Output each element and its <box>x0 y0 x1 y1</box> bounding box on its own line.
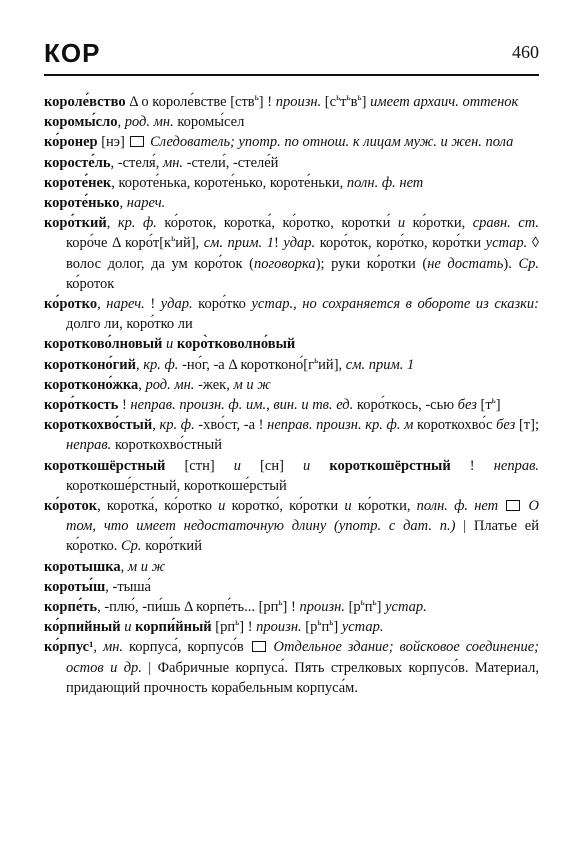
italic-note: неправ. <box>493 457 539 474</box>
definition-box-icon <box>252 641 266 652</box>
entry-text: Δ о короле́встве [ств <box>125 94 255 110</box>
entry-text: в <box>350 94 358 110</box>
superscript: ь <box>346 92 351 103</box>
headword: ко́ронер <box>44 134 98 151</box>
headword: ко́роток <box>44 498 98 515</box>
italic-note: Ср. <box>121 538 142 555</box>
headword: короты́ш <box>44 578 106 595</box>
italic-note: и <box>120 619 136 636</box>
italic-note: м <box>233 376 243 393</box>
dictionary-entry <box>44 617 539 637</box>
entry-text: ); руки ко́ротки ( <box>315 255 428 272</box>
headword: коротышка <box>44 558 121 575</box>
entry-text: , -плю́, -пи́шь Δ корпе́ть... [рп <box>97 599 279 616</box>
dictionary-entry <box>44 456 539 496</box>
entry-text: , <box>135 356 144 373</box>
superscript: ь <box>357 92 362 103</box>
entry-list <box>44 92 539 698</box>
italic-note: произн. <box>256 619 302 636</box>
italic-note: и <box>344 498 352 515</box>
entry-text: [рп <box>211 619 236 636</box>
italic-note: см. прим. 1 <box>345 356 415 373</box>
italic-note: мн. <box>162 154 184 171</box>
superscript: ь <box>329 617 334 628</box>
superscript: ь <box>372 597 377 608</box>
italic-note: род. мн. <box>145 376 195 393</box>
entry-text: , <box>106 215 118 232</box>
entry-text: короткохво́стный <box>111 437 222 454</box>
entry-text: ко́ротки, <box>351 498 417 515</box>
italic-note: без <box>457 397 477 414</box>
entry-text: п <box>364 599 373 616</box>
entry-text: [р <box>301 619 318 636</box>
entry-text: коро́ткось, -сью <box>353 397 458 414</box>
entry-text: -жек, <box>194 376 234 393</box>
superscript: ь <box>360 597 365 608</box>
italic-note: произн. <box>299 599 345 616</box>
entry-text: , <box>117 114 125 131</box>
italic-note: устар. <box>385 599 427 616</box>
entry-text: -но́г, -а Δ коротконо́[г <box>178 356 315 373</box>
dictionary-entry <box>44 395 539 415</box>
headword: коро̀тковолно́вый <box>176 336 296 353</box>
entry-text: коро́че Δ коро́т[к <box>66 235 172 252</box>
entry-text: ] <box>333 619 342 636</box>
italic-note: Ср. <box>518 255 539 272</box>
entry-text: коромы́сел <box>173 114 245 131</box>
entry-text: ] ! <box>258 94 276 110</box>
headword: коросте́ль <box>44 154 111 171</box>
italic-note: поговорка <box>254 255 316 272</box>
entry-text: п <box>321 619 330 636</box>
italic-note: мн. <box>102 639 124 656</box>
entry-text: ] ! <box>282 599 300 616</box>
headword: короте́нько <box>44 195 120 212</box>
entry-text: ] <box>376 599 386 616</box>
entry-text: коро́тко <box>192 296 252 313</box>
dictionary-entry <box>44 375 539 395</box>
headword: короткошёрстный <box>329 457 451 474</box>
italic-note: полн. ф. нет <box>346 174 424 191</box>
italic-note: имеет архаич. оттенок <box>370 94 519 110</box>
page-number: 460 <box>512 42 539 62</box>
dictionary-entry <box>44 496 539 557</box>
entry-text: ! <box>273 235 284 252</box>
dictionary-entry <box>44 132 539 152</box>
entry-text: коро́ток, коро́тко, коро́тки <box>315 235 486 252</box>
italic-note: Отдельное здание; войсковое соединение; остов и др. <box>66 639 540 676</box>
definition-box-icon <box>506 500 520 511</box>
headword: короте́нек <box>44 174 112 191</box>
entry-text: ] <box>361 94 371 110</box>
italic-note: О том, что имеет недостаточную длину (употр. с дат. п.) <box>66 498 540 535</box>
italic-note: кр. ф. <box>159 417 195 434</box>
italic-note: кр. ф. <box>117 215 157 232</box>
dictionary-entry <box>44 173 539 193</box>
italic-note: ж <box>151 558 166 575</box>
entry-text: ◊ волос долог, да ум коро́ток ( <box>66 235 539 272</box>
entry-text: , -тыша́ <box>105 578 151 595</box>
italic-note: неправ. произн. кр. ф. м <box>267 417 414 434</box>
headword: ко́рпийный <box>44 619 121 636</box>
headword: ко́ротко <box>44 296 98 313</box>
headword: коро́ткость <box>44 397 119 414</box>
headword: коротково́лновый <box>44 336 163 353</box>
entry-text: , <box>119 195 127 212</box>
page-header <box>44 38 539 72</box>
entry-text: ко́роток <box>66 275 115 292</box>
italic-note: м <box>127 558 138 575</box>
italic-note: не достать <box>427 255 504 272</box>
italic-note: неправ. произн. ф. им., вин. и тв. ед. <box>130 397 354 414</box>
dictionary-entry <box>44 153 539 173</box>
italic-note: устар., но сохраняется в обороте из сказки: <box>251 296 539 313</box>
italic-note: Следователь; употр. по отнош. к лицам муж. и жен. пола <box>146 134 514 151</box>
italic-note: без <box>496 417 516 434</box>
entry-text: ий], <box>318 356 346 373</box>
dictionary-entry <box>44 415 539 455</box>
superscript: ь <box>491 395 496 406</box>
dictionary-entry <box>44 597 539 617</box>
italic-note: произн. <box>275 94 322 110</box>
entry-text: | Платье ей ко́ротко. <box>66 518 539 555</box>
entry-text: [т <box>476 397 492 414</box>
italic-note: и <box>233 457 241 474</box>
italic-note: см. прим. 1 <box>203 235 274 252</box>
entry-text: ко́роток, коротка́, ко́ротко, коротки́ <box>156 215 398 232</box>
entry-text: , <box>93 639 103 656</box>
entry-text: т <box>340 94 347 110</box>
italic-note: и <box>218 498 226 515</box>
entry-text: корпуса́, корпусо́в <box>123 639 250 656</box>
entry-text: ! <box>450 457 494 474</box>
dictionary-entry <box>44 637 539 698</box>
entry-text: ! <box>144 296 161 313</box>
italic-note: нареч. <box>106 296 145 313</box>
headword: короткошёрстный <box>44 457 166 474</box>
entry-text: [сн] <box>240 457 303 474</box>
dictionary-entry <box>44 112 539 132</box>
entry-text: коро́ткий <box>141 538 202 555</box>
italic-note: род. мн. <box>124 114 174 131</box>
entry-text: -хво́ст, -а ! <box>194 417 268 434</box>
dictionary-entry <box>44 577 539 597</box>
italic-note: и <box>302 457 330 474</box>
entry-text: , <box>152 417 160 434</box>
entry-text: [с <box>321 94 337 110</box>
italic-note: устар. <box>485 235 528 252</box>
italic-note: нареч. <box>126 195 166 212</box>
italic-note: устар. <box>341 619 384 636</box>
running-head: КОР <box>44 38 101 68</box>
entry-text: , -стеля́, <box>110 154 163 171</box>
dictionary-entry <box>44 213 539 294</box>
italic-note: неправ. <box>66 437 112 454</box>
headword: корпе́ть <box>44 599 98 616</box>
superscript: ь <box>278 597 283 608</box>
italic-note: удар. <box>283 235 316 252</box>
definition-box-icon <box>130 136 144 147</box>
entry-text: , <box>138 376 146 393</box>
italic-note: и <box>162 336 177 353</box>
entry-text: ко́ротки, <box>405 215 473 232</box>
header-rule <box>44 74 539 76</box>
italic-note: ж <box>257 376 271 393</box>
entry-text: [нэ] <box>97 134 129 151</box>
headword: корпи́йный <box>135 619 212 636</box>
entry-text: [р <box>344 599 361 616</box>
headword: коротконо́жка <box>44 376 139 393</box>
headword: ко́рпус¹ <box>44 639 94 656</box>
italic-note: и <box>397 215 406 232</box>
entry-text: , <box>120 558 128 575</box>
superscript: ь <box>317 617 322 628</box>
entry-text <box>498 498 504 514</box>
entry-text: , <box>97 296 107 313</box>
dictionary-entry <box>44 92 539 112</box>
entry-text: короткоше́рстный, короткоше́рстый <box>66 477 287 494</box>
italic-note: и <box>137 558 152 575</box>
entry-text: долго ли, коро́тко ли <box>66 316 193 333</box>
dictionary-entry <box>44 193 539 213</box>
headword: коромы́сло <box>44 114 118 131</box>
headword: коротконо́гий <box>44 356 136 373</box>
entry-text: ий], <box>175 235 204 252</box>
entry-text: , короте́нька, короте́нько, короте́ньки, <box>111 174 347 191</box>
italic-note: полн. ф. нет <box>416 498 499 515</box>
entry-text: ! <box>118 397 131 414</box>
dictionary-entry <box>44 355 539 375</box>
headword: короле́вство <box>44 94 126 110</box>
superscript: ь <box>336 92 341 103</box>
superscript: ь <box>314 354 319 365</box>
entry-text: ] <box>495 397 501 414</box>
superscript: ь <box>171 233 176 244</box>
entry-text: коротко́, ко́ротки <box>225 498 345 515</box>
dictionary-entry <box>44 334 539 354</box>
dictionary-entry <box>44 557 539 577</box>
entry-text: ] ! <box>239 619 257 636</box>
italic-note: кр. ф. <box>143 356 179 373</box>
entry-text: -стели́, -стеле́й <box>183 154 279 171</box>
entry-text: [т]; <box>515 417 540 434</box>
italic-note: и <box>242 376 258 393</box>
superscript: ь <box>235 617 240 628</box>
entry-text: , коротка́, ко́ротко <box>97 498 219 515</box>
entry-text: | Фабричные корпуса́. Пять стрелковых корпусо́в. Материал, придающий прочность корабельным корпуса́м. <box>66 659 539 696</box>
italic-note: сравн. ст. <box>472 215 540 232</box>
entry-text: [стн] <box>165 457 234 474</box>
entry-text: ). <box>503 255 519 272</box>
superscript: ь <box>254 92 259 103</box>
entry-text: короткохво́с <box>413 417 497 434</box>
headword: короткохво́стый <box>44 417 153 434</box>
italic-note: удар. <box>160 296 193 313</box>
headword: коро́ткий <box>44 215 107 232</box>
dictionary-entry <box>44 294 539 334</box>
